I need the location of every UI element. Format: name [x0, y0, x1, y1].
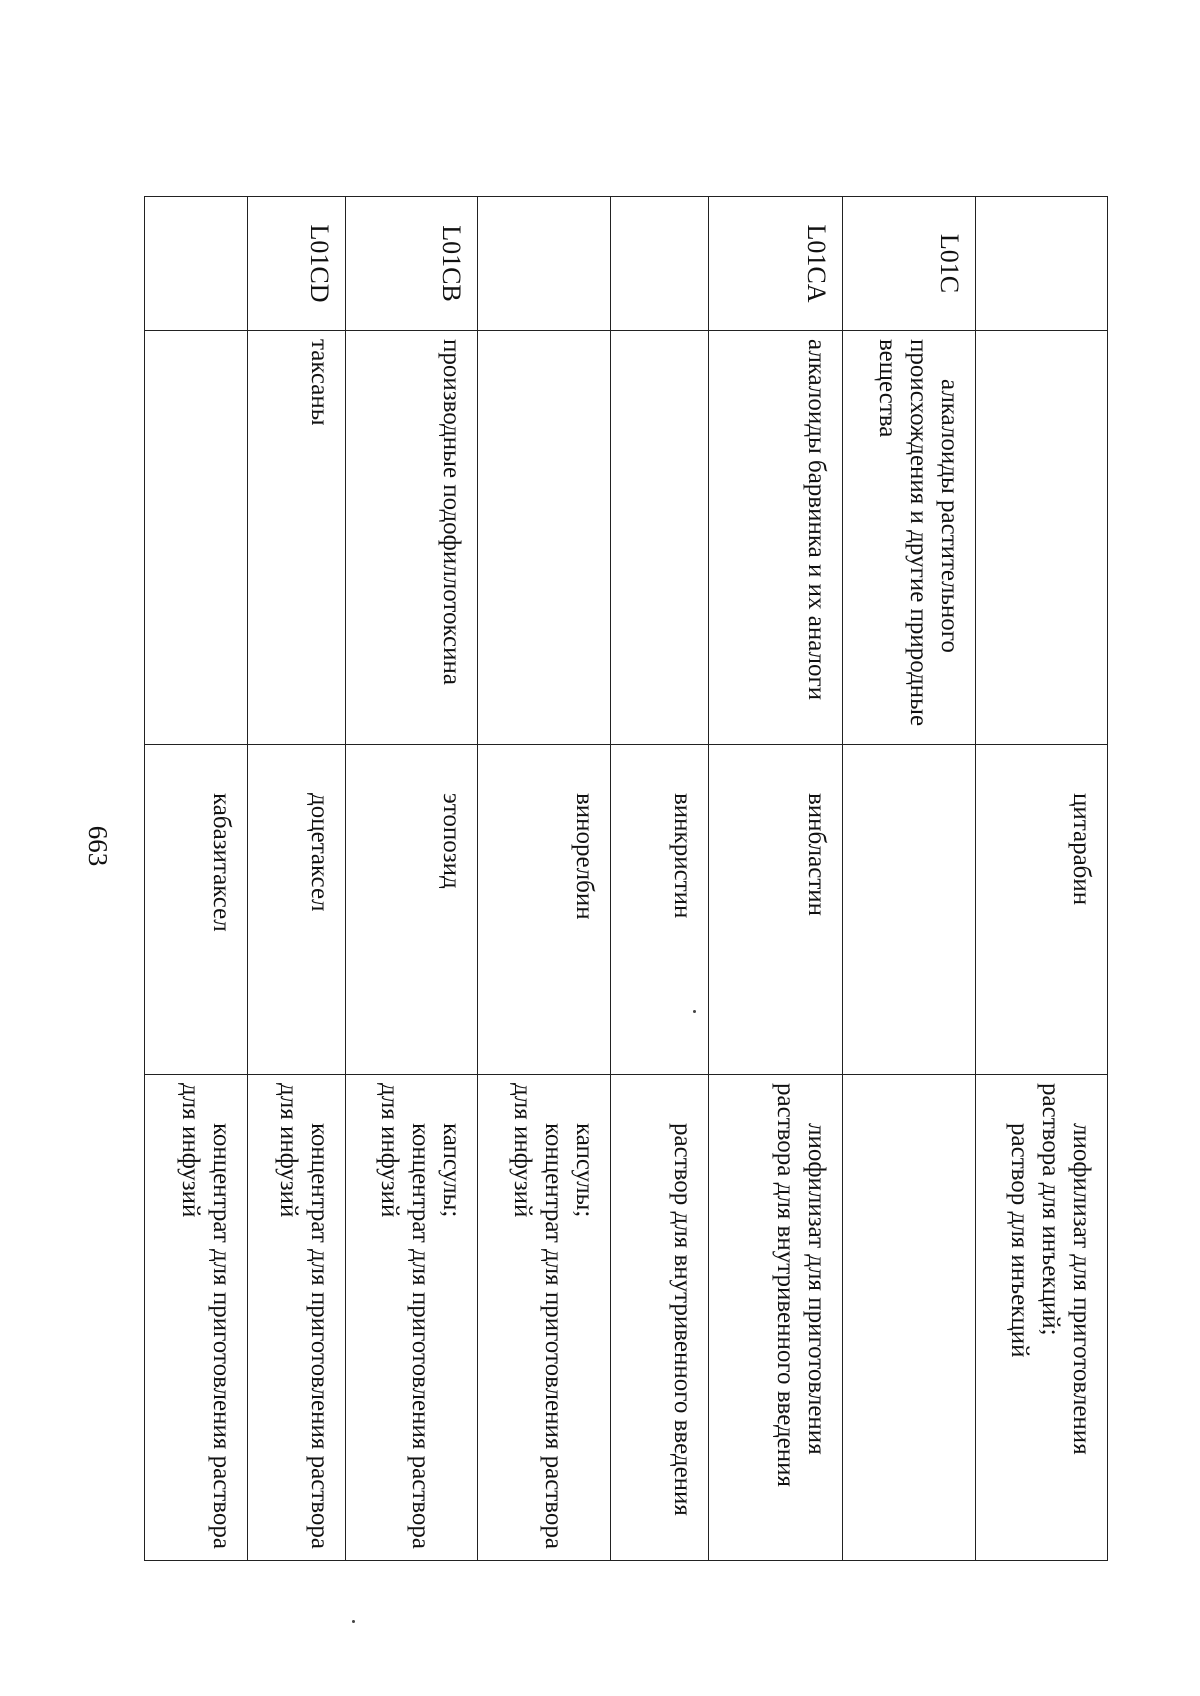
- table-row: [843, 197, 975, 1561]
- atc-code-cell: [610, 197, 708, 331]
- dosage-form-cell: раствор для внутривенного введения: [610, 1075, 708, 1561]
- pharmacological-group-cell: таксаны: [247, 331, 345, 745]
- atc-code-cell: L01CB: [345, 197, 477, 331]
- scan-speck: [352, 1620, 355, 1623]
- drug-name-cell: винорелбин: [478, 745, 610, 1075]
- drug-table: [144, 196, 1108, 1561]
- pharmacological-group-cell: [145, 331, 248, 745]
- dosage-form-line: концентрат для приготовления раствора для инфузий: [376, 1083, 435, 1549]
- pharmacological-group-cell: [478, 331, 610, 745]
- table-row: [145, 197, 248, 1561]
- scan-speck: [693, 1010, 696, 1013]
- table-row: [478, 197, 610, 1561]
- drug-name-cell: цитарабин: [975, 745, 1107, 1075]
- dosage-form-cell: [478, 1075, 610, 1561]
- dosage-form-cell: [975, 1075, 1107, 1561]
- pharmacological-group-cell: производные подофиллотоксина: [345, 331, 477, 745]
- dosage-form-cell: [843, 1075, 975, 1561]
- pharmacological-group-cell: алкалоиды барвинка и их аналоги: [708, 331, 843, 745]
- table-row: [708, 197, 843, 1561]
- pharmacological-group-cell: [975, 331, 1107, 745]
- dosage-form-cell: лиофилизат для приготовления раствора для внутривенного введения: [708, 1075, 843, 1561]
- drug-name-cell: винбластин: [708, 745, 843, 1075]
- dosage-form-line: капсулы;: [438, 1123, 466, 1218]
- atc-code-cell: L01CA: [708, 197, 843, 331]
- atc-code-cell: L01C: [843, 197, 975, 331]
- dosage-form-cell: концентрат для приготовления раствора для инфузий: [145, 1075, 248, 1561]
- dosage-form-line: раствор для инъекций: [1006, 1123, 1033, 1358]
- table-row: [975, 197, 1107, 1561]
- drug-name-cell: [843, 745, 975, 1075]
- drug-name-cell: этопозид: [345, 745, 477, 1075]
- dosage-form-line: концентрат для приготовления раствора для инфузий: [508, 1083, 567, 1549]
- atc-code-cell: [478, 197, 610, 331]
- table-row: [610, 197, 708, 1561]
- pharmacological-group-cell: [610, 331, 708, 745]
- dosage-form-line: капсулы;: [570, 1123, 598, 1218]
- atc-code-cell: [145, 197, 248, 331]
- table-row: [247, 197, 345, 1561]
- table-row: [345, 197, 477, 1561]
- atc-code-cell: L01CD: [247, 197, 345, 331]
- page-number: 663: [83, 825, 113, 867]
- dosage-form-cell: [345, 1075, 477, 1561]
- drug-name-cell: доцетаксел: [247, 745, 345, 1075]
- dosage-form-line: лиофилизат для приготовления раствора для инъекций;: [1037, 1083, 1095, 1455]
- drug-table-container: [144, 196, 1108, 1560]
- atc-code-cell: [975, 197, 1107, 331]
- dosage-form-cell: концентрат для приготовления раствора для инфузий: [247, 1075, 345, 1561]
- drug-name-cell: кабазитаксел: [145, 745, 248, 1075]
- drug-name-cell: винкристин: [610, 745, 708, 1075]
- pharmacological-group-cell: алкалоиды растительного происхождения и другие природные вещества: [843, 331, 975, 745]
